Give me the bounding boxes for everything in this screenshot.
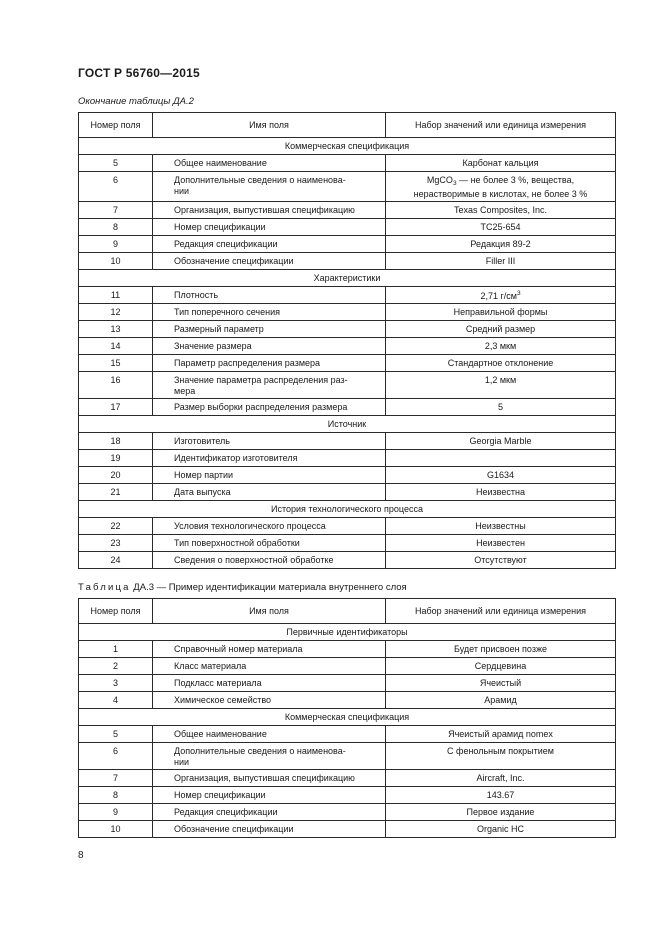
table-continuation-caption: Окончание таблицы ДА.2 xyxy=(78,96,194,107)
table-header-row xyxy=(79,599,616,624)
field-number: 19 xyxy=(79,450,153,467)
page-number: 8 xyxy=(78,850,84,861)
table-row xyxy=(79,804,616,821)
field-name xyxy=(153,743,386,770)
column-header-field-name: Имя поля xyxy=(153,599,386,624)
field-name: Дата выпуска xyxy=(153,484,386,501)
field-name: Тип поверхностной обработки xyxy=(153,535,386,552)
field-value: TC25-654 xyxy=(386,219,616,236)
field-number: 9 xyxy=(79,804,153,821)
field-value: 5 xyxy=(386,399,616,416)
field-value: Aircraft, Inc. xyxy=(386,770,616,787)
field-name: Сведения о поверхностной обработке xyxy=(153,552,386,569)
field-name: Организация, выпустившая спецификацию xyxy=(153,202,386,219)
section-title: Первичные идентификаторы xyxy=(79,624,616,641)
table-row xyxy=(79,304,616,321)
field-number: 13 xyxy=(79,321,153,338)
field-name: Обозначение спецификации xyxy=(153,821,386,838)
field-value: Organic HC xyxy=(386,821,616,838)
table-row xyxy=(79,675,616,692)
table-row xyxy=(79,552,616,569)
table-row xyxy=(79,467,616,484)
field-value: Средний размер xyxy=(386,321,616,338)
field-name: Справочный номер материала xyxy=(153,641,386,658)
field-value: 1,2 мкм xyxy=(386,372,616,399)
table-row xyxy=(79,219,616,236)
field-name-line2: мера xyxy=(174,386,196,396)
field-name: Общее наименование xyxy=(153,726,386,743)
table-row xyxy=(79,433,616,450)
table-row xyxy=(79,372,616,399)
field-number: 21 xyxy=(79,484,153,501)
field-name: Тип поперечного сечения xyxy=(153,304,386,321)
field-value: Filler III xyxy=(386,253,616,270)
table-da2 xyxy=(78,112,616,569)
section-row xyxy=(79,270,616,287)
field-name-line2: нии xyxy=(174,186,190,196)
field-number: 5 xyxy=(79,726,153,743)
field-value: Будет присвоен позже xyxy=(386,641,616,658)
field-number: 1 xyxy=(79,641,153,658)
section-title: Источник xyxy=(79,416,616,433)
table-row xyxy=(79,770,616,787)
field-name-line2: нии xyxy=(174,757,190,767)
field-value: Ячеистый xyxy=(386,675,616,692)
field-value: Редакция 89-2 xyxy=(386,236,616,253)
column-header-value-set: Набор значений или единица измерения xyxy=(386,599,616,624)
field-number: 17 xyxy=(79,399,153,416)
field-number: 10 xyxy=(79,253,153,270)
field-number: 7 xyxy=(79,202,153,219)
field-number: 24 xyxy=(79,552,153,569)
table-row xyxy=(79,518,616,535)
field-number: 15 xyxy=(79,355,153,372)
column-header-field-name: Имя поля xyxy=(153,113,386,138)
field-number: 12 xyxy=(79,304,153,321)
column-header-value-set: Набор значений или единица измерения xyxy=(386,113,616,138)
table-row xyxy=(79,658,616,675)
field-name: Параметр распределения размера xyxy=(153,355,386,372)
field-value xyxy=(386,450,616,467)
field-number: 6 xyxy=(79,743,153,770)
value-line2: нерастворимые в кислотах, не более 3 % xyxy=(413,189,588,199)
field-name: Размерный параметр xyxy=(153,321,386,338)
field-name: Класс материала xyxy=(153,658,386,675)
field-name-line1: Значение параметра распределения раз- xyxy=(174,375,348,385)
field-value: Стандартное отклонение xyxy=(386,355,616,372)
table-caption-text: ДА.3 — Пример идентификации материала внутреннего слоя xyxy=(130,582,407,593)
field-number: 14 xyxy=(79,338,153,355)
field-value: Сердцевина xyxy=(386,658,616,675)
field-name: Подкласс материала xyxy=(153,675,386,692)
section-row xyxy=(79,501,616,518)
field-number: 7 xyxy=(79,770,153,787)
table-row xyxy=(79,692,616,709)
table-row xyxy=(79,726,616,743)
field-number: 5 xyxy=(79,155,153,172)
field-name: Номер спецификации xyxy=(153,219,386,236)
field-value: Неправильной формы xyxy=(386,304,616,321)
value-text: 2,71 г/см xyxy=(480,291,517,301)
table-row xyxy=(79,321,616,338)
field-name: Редакция спецификации xyxy=(153,804,386,821)
table-caption-prefix: Таблица xyxy=(78,582,131,593)
value-formula: MgCO xyxy=(426,175,453,185)
field-name: Редакция спецификации xyxy=(153,236,386,253)
value-subscript: 3 xyxy=(452,180,457,187)
field-name: Организация, выпустившая спецификацию xyxy=(153,770,386,787)
table-da3 xyxy=(78,598,616,838)
table-row xyxy=(79,202,616,219)
field-value: Первое издание xyxy=(386,804,616,821)
field-value: Неизвестны xyxy=(386,518,616,535)
table-header-row xyxy=(79,113,616,138)
field-value: Texas Composites, Inc. xyxy=(386,202,616,219)
field-value: Неизвестен xyxy=(386,535,616,552)
field-name xyxy=(153,372,386,399)
section-row xyxy=(79,709,616,726)
field-number: 16 xyxy=(79,372,153,399)
table-row xyxy=(79,236,616,253)
section-row xyxy=(79,416,616,433)
field-value: 143.67 xyxy=(386,787,616,804)
field-number: 20 xyxy=(79,467,153,484)
field-name: Плотность xyxy=(153,287,386,304)
field-name: Номер спецификации xyxy=(153,787,386,804)
field-value: Карбонат кальция xyxy=(386,155,616,172)
field-number: 8 xyxy=(79,787,153,804)
column-header-field-number: Номер поля xyxy=(79,599,153,624)
section-row xyxy=(79,624,616,641)
field-value: Арамид xyxy=(386,692,616,709)
table-row xyxy=(79,535,616,552)
field-value: Ячеистый арамид nomex xyxy=(386,726,616,743)
field-name: Значение размера xyxy=(153,338,386,355)
table-row xyxy=(79,484,616,501)
field-value: G1634 xyxy=(386,467,616,484)
field-value: 2,3 мкм xyxy=(386,338,616,355)
field-value: С фенольным покрытием xyxy=(386,743,616,770)
field-name-line1: Дополнительные сведения о наименова- xyxy=(174,746,346,756)
table-row xyxy=(79,355,616,372)
section-title: Коммерческая спецификация xyxy=(79,709,616,726)
field-name: Размер выборки распределения размера xyxy=(153,399,386,416)
table-row xyxy=(79,172,616,202)
section-title: История технологического процесса xyxy=(79,501,616,518)
field-number: 6 xyxy=(79,172,153,202)
field-value xyxy=(386,287,616,304)
table-row xyxy=(79,253,616,270)
table-row xyxy=(79,787,616,804)
field-name-line1: Дополнительные сведения о наименова- xyxy=(174,175,346,185)
field-number: 8 xyxy=(79,219,153,236)
table-row xyxy=(79,287,616,304)
field-name: Номер партии xyxy=(153,467,386,484)
field-number: 23 xyxy=(79,535,153,552)
value-superscript: 3 xyxy=(516,290,521,297)
section-title: Коммерческая спецификация xyxy=(79,138,616,155)
field-number: 11 xyxy=(79,287,153,304)
field-name xyxy=(153,172,386,202)
field-value: Неизвестна xyxy=(386,484,616,501)
table-row xyxy=(79,338,616,355)
field-name: Обозначение спецификации xyxy=(153,253,386,270)
table-row xyxy=(79,399,616,416)
table-row xyxy=(79,155,616,172)
field-number: 22 xyxy=(79,518,153,535)
column-header-field-number: Номер поля xyxy=(79,113,153,138)
table-row xyxy=(79,821,616,838)
field-number: 2 xyxy=(79,658,153,675)
field-value: Georgia Marble xyxy=(386,433,616,450)
field-name: Идентификатор изготовителя xyxy=(153,450,386,467)
section-title: Характеристики xyxy=(79,270,616,287)
table-row xyxy=(79,450,616,467)
field-name: Химическое семейство xyxy=(153,692,386,709)
field-number: 10 xyxy=(79,821,153,838)
field-number: 4 xyxy=(79,692,153,709)
table-row xyxy=(79,743,616,770)
field-number: 3 xyxy=(79,675,153,692)
field-value: Отсутствуют xyxy=(386,552,616,569)
field-name: Изготовитель xyxy=(153,433,386,450)
value-text: — не более 3 %, вещества, xyxy=(456,175,575,185)
field-name: Условия технологического процесса xyxy=(153,518,386,535)
field-number: 9 xyxy=(79,236,153,253)
field-name: Общее наименование xyxy=(153,155,386,172)
field-number: 18 xyxy=(79,433,153,450)
table-caption xyxy=(78,582,407,593)
section-row xyxy=(79,138,616,155)
table-row xyxy=(79,641,616,658)
field-value xyxy=(386,172,616,202)
document-header: ГОСТ Р 56760—2015 xyxy=(78,66,200,80)
